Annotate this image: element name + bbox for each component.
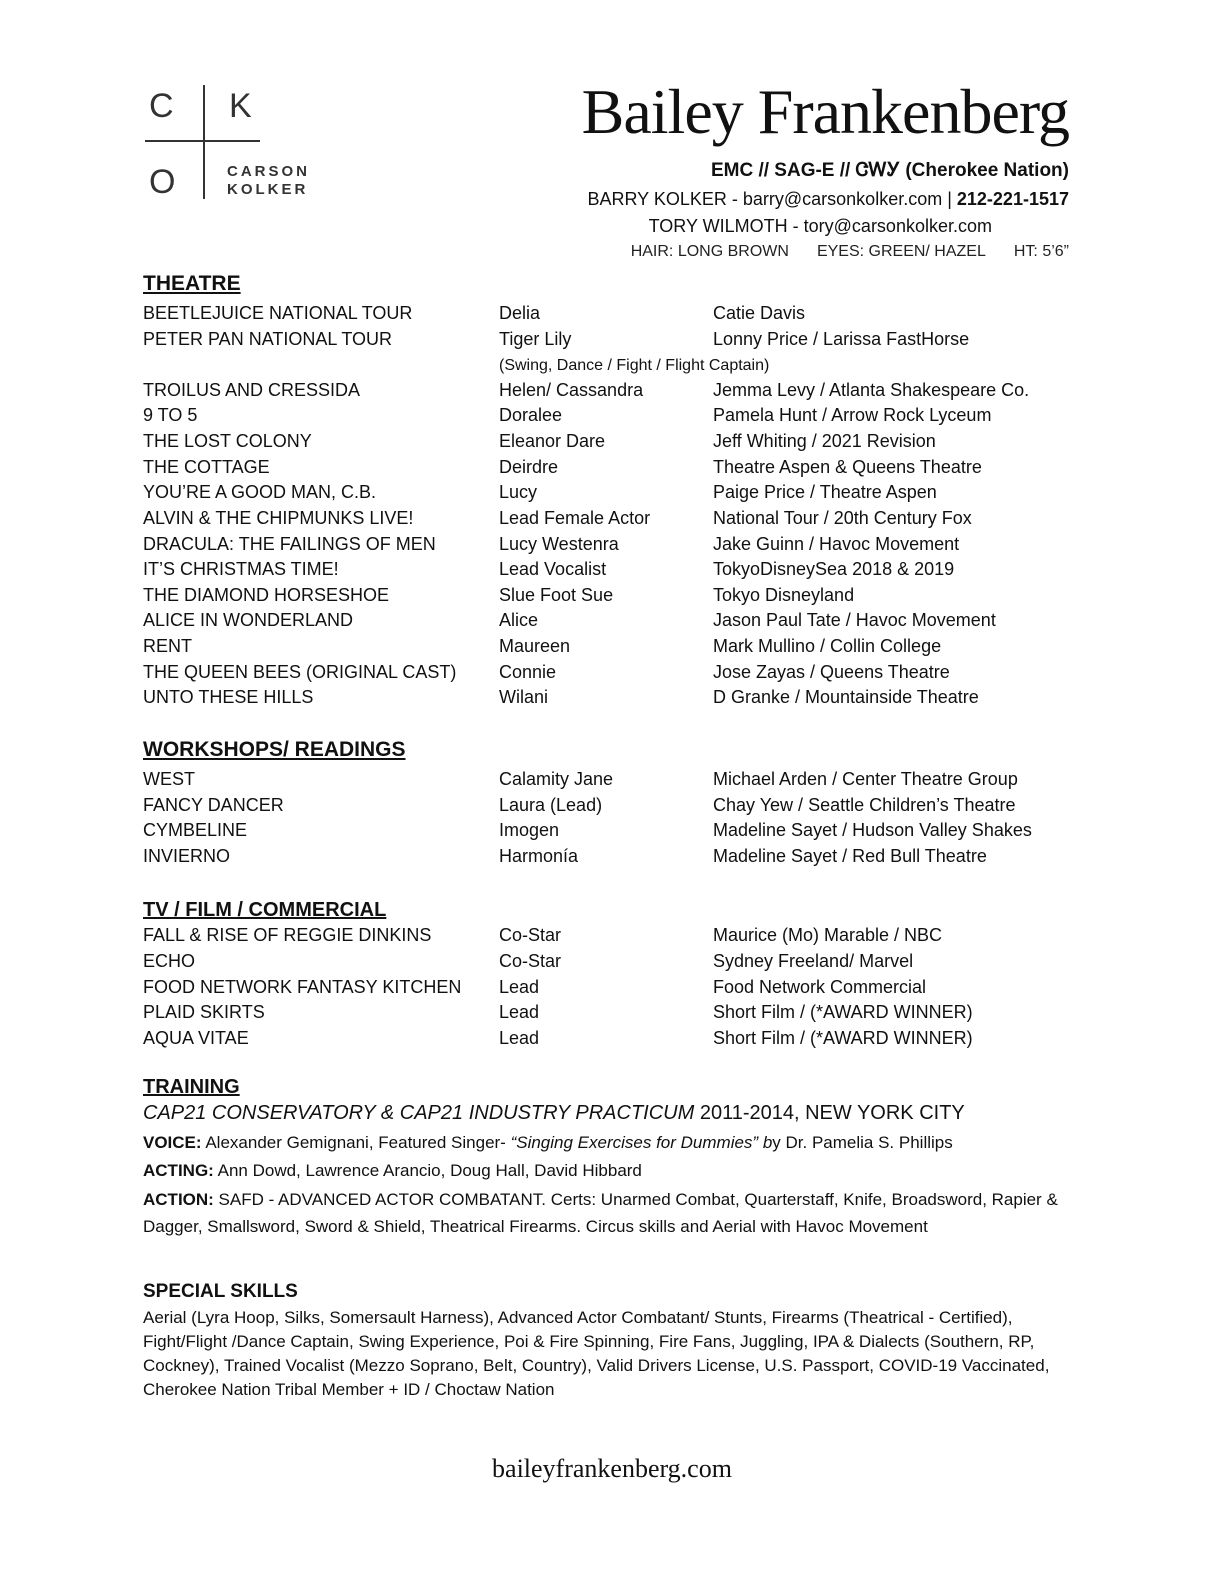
- union-affiliations: EMC // SAG-E // ᏣᎳᎩ (Cherokee Nation): [710, 160, 1069, 181]
- theatre-row: [143, 636, 1093, 662]
- role: Deirdre: [499, 457, 559, 477]
- production-title: UNTO THESE HILLS: [143, 687, 314, 707]
- director-venue: Lonny Price / Larissa FastHorse: [713, 329, 970, 349]
- director-venue: Maurice (Mo) Marable / NBC: [713, 925, 943, 945]
- role: Co-Star: [499, 925, 562, 945]
- hair-stat: HAIR: LONG BROWN: [630, 243, 789, 260]
- production-title: IT’S CHRISTMAS TIME!: [143, 559, 339, 579]
- director-venue: Theatre Aspen & Queens Theatre: [713, 457, 982, 477]
- theatre-row: [143, 457, 1093, 483]
- production-title: ECHO: [143, 951, 196, 971]
- director-venue: TokyoDisneySea 2018 & 2019: [713, 559, 955, 579]
- director-venue: Michael Arden / Center Theatre Group: [713, 769, 1018, 789]
- workshop-row: [143, 769, 1093, 795]
- director-venue: Short Film / (*AWARD WINNER): [713, 1002, 973, 1022]
- tv-row: [143, 1028, 1093, 1054]
- director-venue: Mark Mullino / Collin College: [713, 636, 942, 656]
- tv-row: [143, 977, 1093, 1003]
- role: Tiger Lily: [499, 329, 572, 349]
- production-title: WEST: [143, 769, 195, 789]
- action-text: SAFD - ADVANCED ACTOR COMBATANT. Certs: Unarmed Combat, Quarterstaff, Knife, Broadsword, Rapier & Dagger, Smallsword, Sword & Shield, Theatrical Firearms. Circus skills and Aerial with Havoc Movement: [143, 1190, 1058, 1236]
- training-acting: [143, 1161, 642, 1181]
- production-title: ALICE IN WONDERLAND: [143, 610, 354, 630]
- training-action: [143, 1186, 1073, 1240]
- role: Slue Foot Sue: [499, 585, 614, 605]
- production-title: ALVIN & THE CHIPMUNKS LIVE!: [143, 508, 414, 528]
- production-title: PETER PAN NATIONAL TOUR: [143, 329, 393, 349]
- actor-name: Bailey Frankenberg: [581, 76, 1069, 147]
- role: Helen/ Cassandra: [499, 380, 644, 400]
- production-title: AQUA VITAE: [143, 1028, 249, 1048]
- workshop-row: [143, 820, 1093, 846]
- special-skills-text: Aerial (Lyra Hoop, Silks, Somersault Harness), Advanced Actor Combatant/ Stunts, Firearms (Theatrical - Certified), Fight/Flight /Dance Captain, Swing Experience, Poi & Fire Spinning, Fire Fans, Juggling, IPA & Dialects (Southern, RP, Cockney), Trained Vocalist (Mezzo Soprano, Belt, Country), Valid Drivers License, U.S. Passport, COVID-19 Vaccinated, Cherokee Nation Tribal Member + ID / Choctaw Nation: [143, 1308, 1050, 1399]
- tv-row: [143, 925, 1093, 951]
- action-label: ACTION:: [143, 1190, 214, 1209]
- special-skills-heading: SPECIAL SKILLS: [143, 1281, 298, 1302]
- director-venue: Jemma Levy / Atlanta Shakespeare Co.: [713, 380, 1030, 400]
- acting-text: Ann Dowd, Lawrence Arancio, Doug Hall, David Hibbard: [213, 1161, 642, 1180]
- agent2-contact: TORY WILMOTH - tory@carsonkolker.com: [648, 216, 992, 236]
- website-link[interactable]: baileyfrankenberg.com: [492, 1454, 732, 1483]
- director-venue: Short Film / (*AWARD WINNER): [713, 1028, 973, 1048]
- director-venue: Madeline Sayet / Red Bull Theatre: [713, 846, 987, 866]
- role: Alice: [499, 610, 539, 630]
- director-venue: Sydney Freeland/ Marvel: [713, 951, 914, 971]
- production-title: FANCY DANCER: [143, 795, 284, 815]
- workshops-heading: WORKSHOPS/ READINGS: [143, 738, 406, 761]
- tv-film-heading: TV / FILM / COMMERCIAL: [143, 899, 387, 921]
- voice-label: VOICE:: [143, 1133, 202, 1152]
- production-title: THE LOST COLONY: [143, 431, 312, 451]
- physical-stats: [631, 243, 1069, 261]
- workshop-row: [143, 846, 1093, 872]
- logo-letter-k: K: [229, 87, 252, 125]
- director-venue: National Tour / 20th Century Fox: [713, 508, 972, 528]
- director-venue: Tokyo Disneyland: [713, 585, 855, 605]
- theatre-row: [143, 559, 1093, 585]
- logo-company-line1: CARSON: [227, 163, 311, 180]
- height-stat: HT: 5’6”: [1013, 243, 1069, 260]
- director-venue: Jose Zayas / Queens Theatre: [713, 662, 950, 682]
- role: Connie: [499, 662, 557, 682]
- theatre-row: [143, 431, 1093, 457]
- production-title: FOOD NETWORK FANTASY KITCHEN: [143, 977, 462, 997]
- director-venue: Chay Yew / Seattle Children’s Theatre: [713, 795, 1016, 815]
- production-title: THE COTTAGE: [143, 457, 270, 477]
- director-venue: Catie Davis: [713, 303, 806, 323]
- logo-letter-c: C: [149, 87, 174, 125]
- acting-label: ACTING:: [143, 1161, 214, 1180]
- production-title: FALL & RISE OF REGGIE DINKINS: [143, 925, 432, 945]
- production-title: CYMBELINE: [143, 820, 248, 840]
- role: Lucy: [499, 482, 538, 502]
- agent1-phone: 212-221-1517: [956, 189, 1069, 209]
- production-title: THE DIAMOND HORSESHOE: [143, 585, 390, 605]
- production-title: THE QUEEN BEES (ORIGINAL CAST): [143, 662, 457, 682]
- theatre-row: [143, 482, 1093, 508]
- logo-letter-o: O: [149, 163, 176, 201]
- voice-book: “Singing Exercises for Dummies” b: [510, 1133, 773, 1152]
- theatre-row: [143, 585, 1093, 611]
- director-venue: Jason Paul Tate / Havoc Movement: [713, 610, 996, 630]
- training-heading: TRAINING: [143, 1076, 240, 1098]
- role: Harmonía: [499, 846, 579, 866]
- logo-horizontal-rule: [145, 140, 260, 142]
- agent1-text: BARRY KOLKER - barry@carsonkolker.com |: [587, 189, 957, 209]
- role: Lead Vocalist: [499, 559, 607, 579]
- logo-company-name: [227, 163, 310, 199]
- role: Imogen: [499, 820, 560, 840]
- training-voice: [143, 1133, 953, 1153]
- theatre-row: [143, 508, 1093, 534]
- role: Delia: [499, 303, 541, 323]
- role: Doralee: [499, 405, 563, 425]
- eyes-stat: EYES: GREEN/ HAZEL: [816, 243, 986, 260]
- director-venue: Paige Price / Theatre Aspen: [713, 482, 937, 502]
- theatre-row: [143, 380, 1093, 406]
- role: Laura (Lead): [499, 795, 603, 815]
- theatre-row: [143, 303, 1093, 329]
- tv-row: [143, 951, 1093, 977]
- tv-row: [143, 1002, 1093, 1028]
- production-title: DRACULA: THE FAILINGS OF MEN: [143, 534, 436, 554]
- production-title: INVIERNO: [143, 846, 231, 866]
- theatre-heading: THEATRE: [143, 272, 241, 295]
- director-venue: Jeff Whiting / 2021 Revision: [713, 431, 936, 451]
- workshop-row: [143, 795, 1093, 821]
- role: Lead: [499, 977, 540, 997]
- training-school-rest: 2011-2014, NEW YORK CITY: [694, 1102, 965, 1124]
- director-venue: Jake Guinn / Havoc Movement: [713, 534, 960, 554]
- director-venue: Food Network Commercial: [713, 977, 927, 997]
- role: Wilani: [499, 687, 549, 707]
- production-title: BEETLEJUICE NATIONAL TOUR: [143, 303, 413, 323]
- agency-logo: [145, 85, 335, 205]
- role: Lead: [499, 1028, 540, 1048]
- role: Eleanor Dare: [499, 431, 606, 451]
- production-title: YOU’RE A GOOD MAN, C.B.: [143, 482, 377, 502]
- training-school-name: CAP21 CONSERVATORY & CAP21 INDUSTRY PRACTICUM: [143, 1102, 695, 1124]
- training-school: [143, 1102, 965, 1125]
- role: Maureen: [499, 636, 571, 656]
- logo-vertical-rule: [203, 85, 205, 199]
- theatre-row: [143, 534, 1093, 560]
- agent1-contact: [587, 189, 1069, 210]
- role: Lead: [499, 1002, 540, 1022]
- role: Calamity Jane: [499, 769, 614, 789]
- production-title: TROILUS AND CRESSIDA: [143, 380, 361, 400]
- theatre-row: [143, 610, 1093, 636]
- theatre-row: [143, 329, 1093, 355]
- theatre-row: [143, 662, 1093, 688]
- role: Co-Star: [499, 951, 562, 971]
- director-venue: D Granke / Mountainside Theatre: [713, 687, 979, 707]
- theatre-row: [143, 687, 1093, 713]
- voice-text: Alexander Gemignani, Featured Singer-: [201, 1133, 511, 1152]
- role: Lucy Westenra: [499, 534, 619, 554]
- voice-end: y Dr. Pamelia S. Phillips: [772, 1133, 953, 1152]
- director-venue: Madeline Sayet / Hudson Valley Shakes: [713, 820, 1032, 840]
- director-venue: Pamela Hunt / Arrow Rock Lyceum: [713, 405, 992, 425]
- peter-pan-note: (Swing, Dance / Fight / Flight Captain): [499, 357, 770, 374]
- logo-company-line2: KOLKER: [227, 181, 309, 198]
- production-title: RENT: [143, 636, 192, 656]
- production-title: 9 TO 5: [143, 405, 198, 425]
- theatre-row: [143, 405, 1093, 431]
- role: Lead Female Actor: [499, 508, 651, 528]
- production-title: PLAID SKIRTS: [143, 1002, 265, 1022]
